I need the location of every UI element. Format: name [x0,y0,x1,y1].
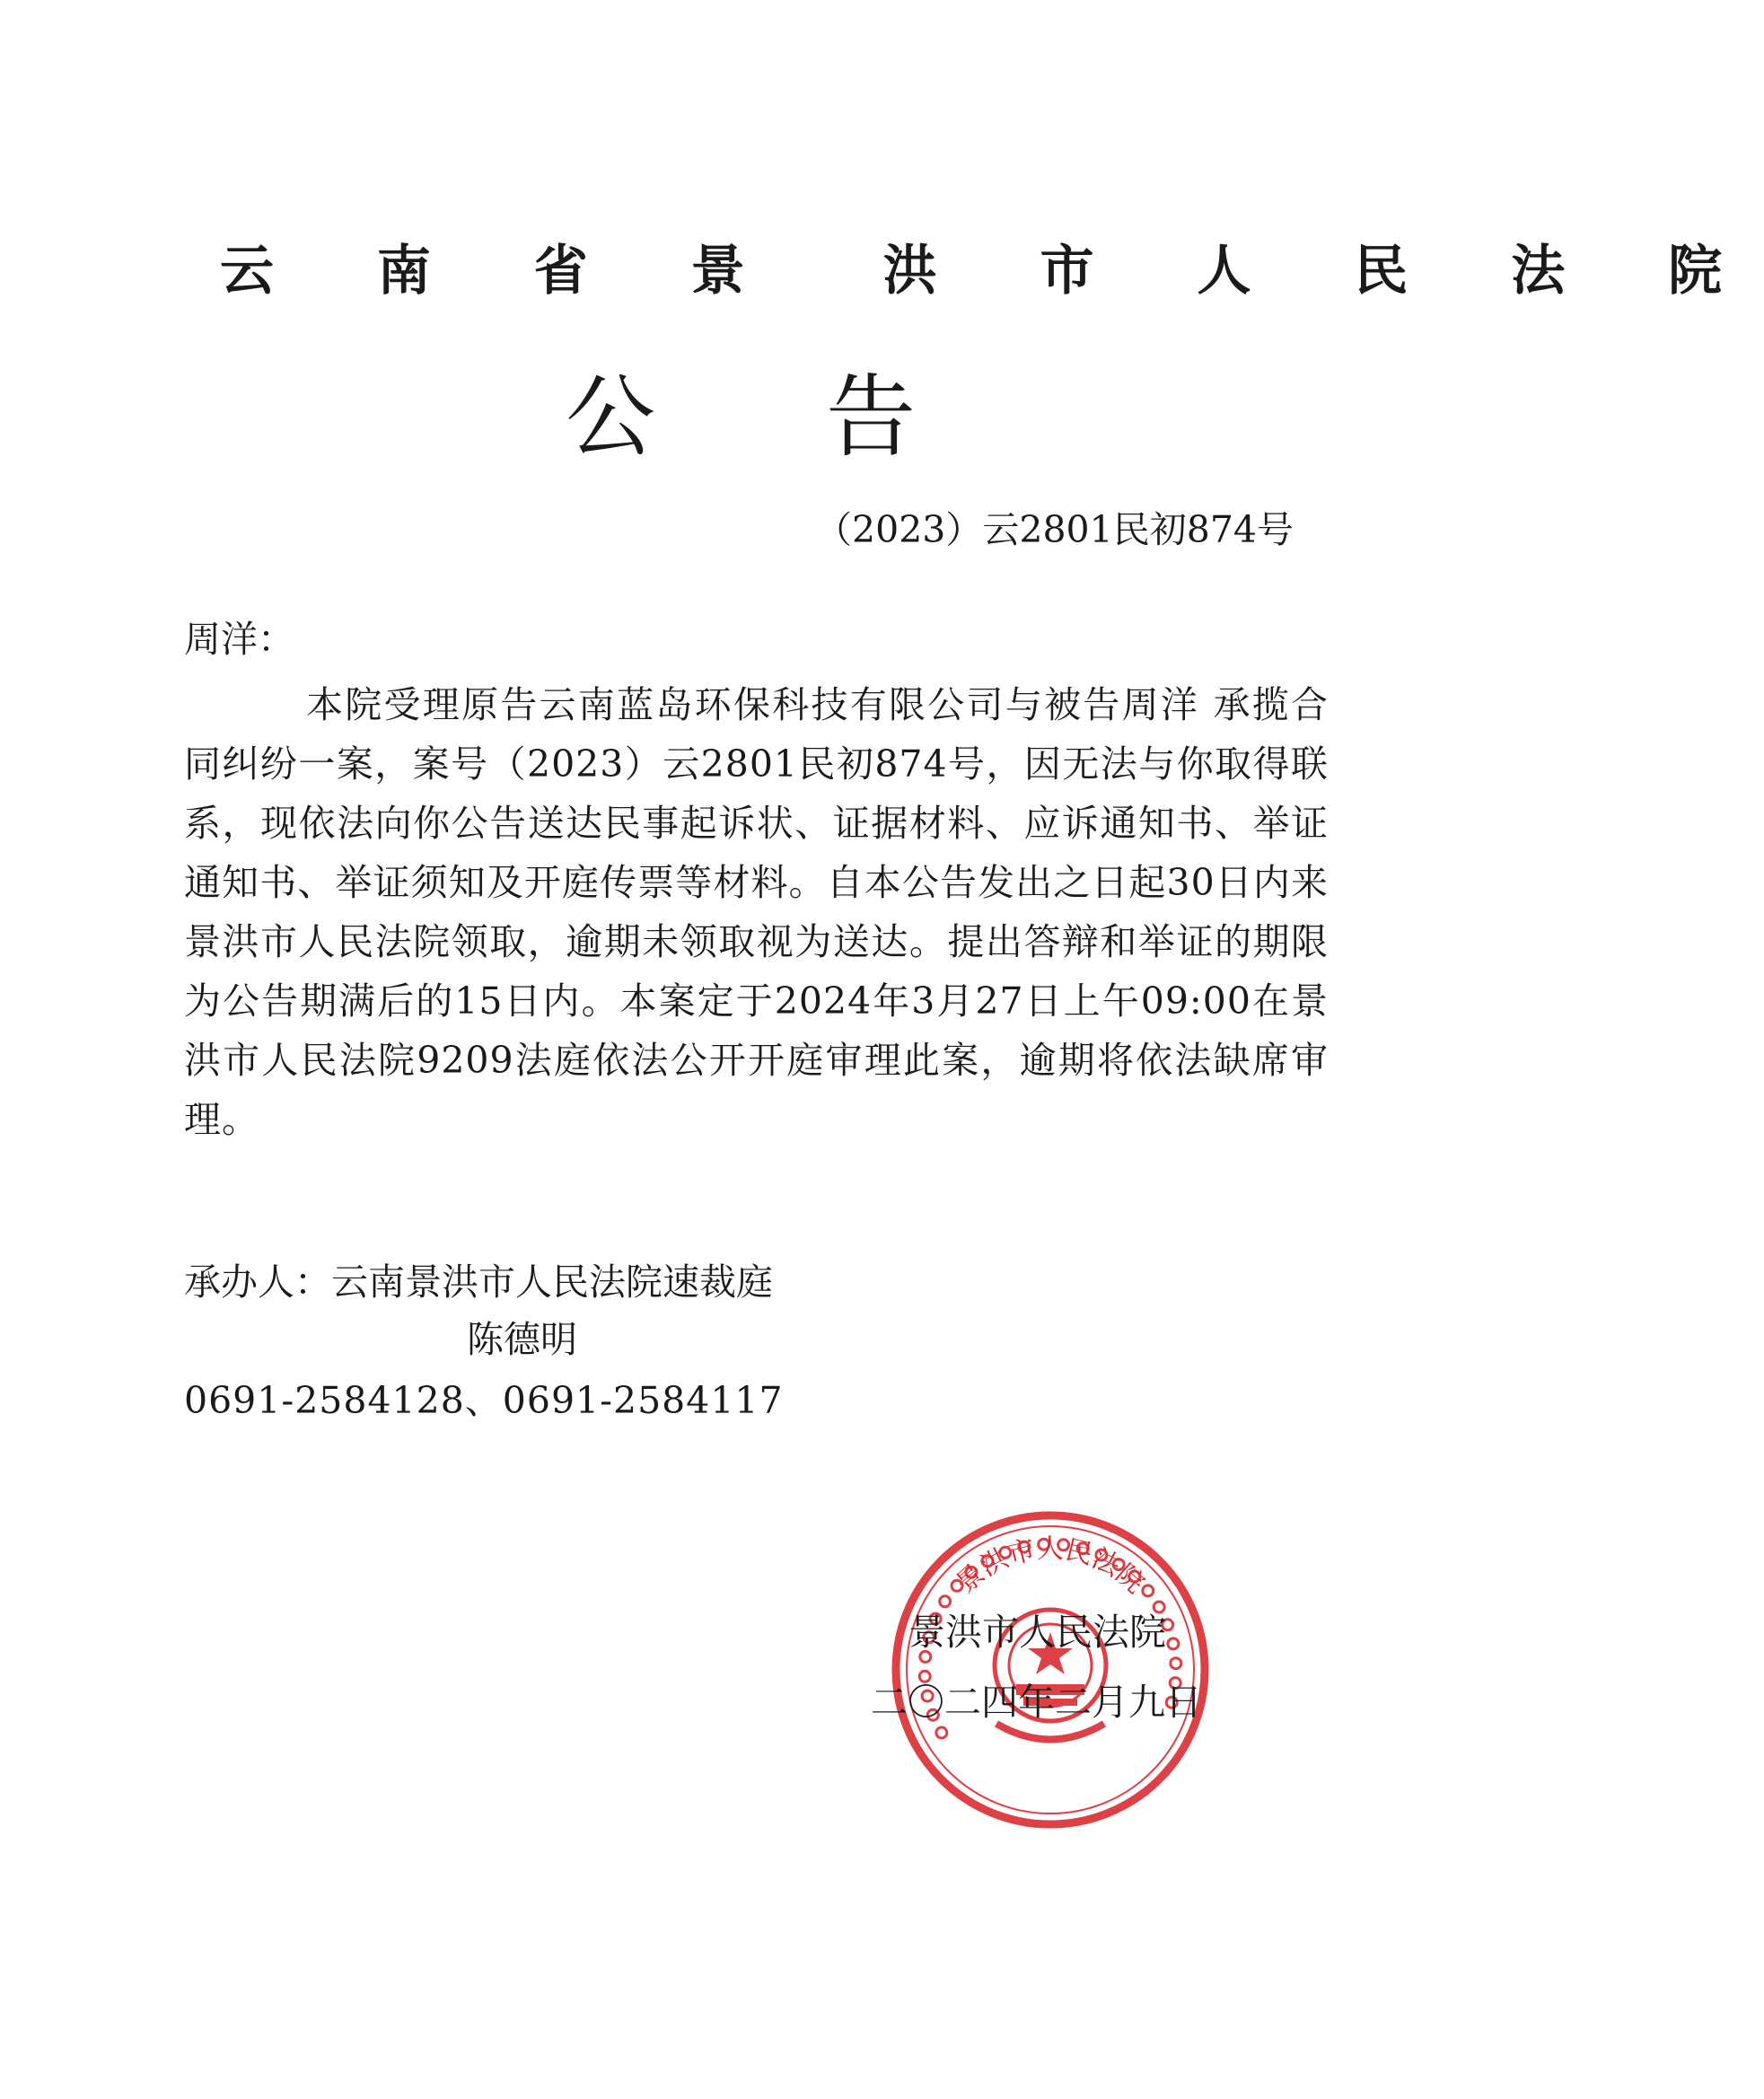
court-name-heading: 云 南 省 景 洪 市 人 民 法 院 [220,240,1764,303]
handler-label: 承办人：云南景洪市人民法院速裁庭 [184,1260,773,1304]
contact-phones: 0691-2584128、0691-2584117 [184,1379,784,1422]
signature-court: 景洪市人民法院 [908,1611,1166,1654]
seal-text: 景洪市人民法院 [950,1533,1151,1600]
seal-script-mark [1143,1585,1154,1596]
case-number: （2023）云2801民初874号 [815,508,1294,551]
addressee: 周洋： [184,618,294,661]
handler-name: 陈德明 [467,1318,577,1361]
seal-script-mark [1171,1658,1181,1669]
seal-script-mark [1168,1638,1179,1649]
signature-date: 二〇二四年二月九日 [871,1681,1202,1724]
court-seal-icon [889,1508,1212,1831]
notice-body: 本院受理原告云南蓝岛环保科技有限公司与被告周洋 承揽合同纠纷一案，案号（2023）云2801民初874号，因无法与你取得联系，现依法向你公告送达民事起诉状、证据材料、应诉通知书、举证通知书、举证须知及开庭传票等材料。自本公告发出之日起30日内来景洪市人民法院领取，逾期未领取视为送达。提出答辩和举证的期限为公告期满后的15日内。本案定于2024年3月27日上午09:00在景洪市人民法院9209法庭依法公开开庭审理此案，逾期将依法缺席审理。 [184,683,1329,1141]
document-title: 公告 [566,364,1086,470]
